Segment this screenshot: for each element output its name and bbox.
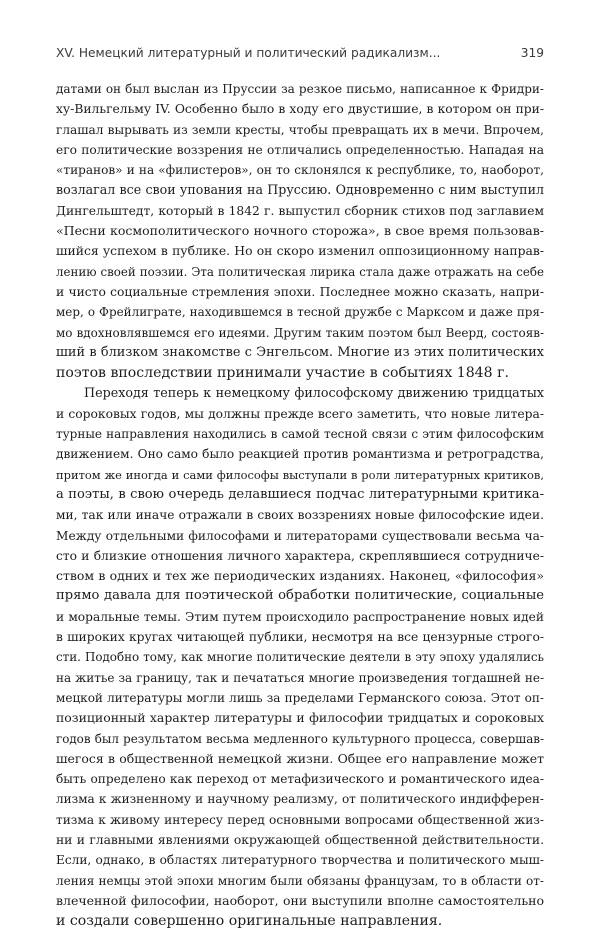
text-line: мецкой литературы могли лишь за пределами Германского союза. Этот оп- — [56, 690, 544, 705]
text-line: Переходя теперь к немецкому философскому движению тридцатых — [84, 385, 544, 401]
text-line: позиционный характер литературы и философии тридцатых и сороковых — [56, 710, 544, 726]
text-line: быть определено как переход от метафизического и романтического идеа- — [56, 772, 544, 787]
text-line: его политические воззрения не отличались определенностью. Нападая на — [56, 142, 544, 157]
text-line: глашал вырывать из земли кресты, чтобы превращать их в мечи. Впрочем, — [56, 122, 544, 137]
text-line: движением. Оно само было реакцией против романтизма и ретроградства, — [56, 447, 544, 462]
text-line: прямо давала для поэтической обработки политические, социальные — [56, 588, 544, 604]
text-line: ления немцы этой эпохи многим были обязаны французам, то в области от- — [56, 873, 544, 888]
text-line: притом же иногда и сами философы выступали в роли литературных критиков, — [56, 467, 544, 482]
text-line: сто и близкие отношения личного характера, скреплявшиеся сотрудниче- — [56, 548, 544, 563]
text-line: датами он был выслан из Пруссии за резкое письмо, написанное к Фридри- — [56, 82, 544, 96]
text-line: Между отдельными философами и литераторами существовали весьма ча- — [56, 528, 544, 543]
text-line: и моральные темы. Этим путем происходило распространение новых идей — [56, 609, 544, 624]
text-line: лению своей поэзии. Эта политическая лирика стала даже отражать на себе — [56, 264, 544, 279]
running-header — [56, 46, 544, 66]
text-line: Дингельштедт, который в 1842 г. выпустил сборник стихов под заглавием — [56, 203, 544, 218]
text-line: сти. Подобно тому, как многие политические деятели в эту эпоху удалялись — [56, 650, 544, 665]
text-line: ху-Вильгельму IV. Особенно было в ходу его двустишие, в котором он при- — [56, 102, 544, 117]
page-number: 319 — [520, 46, 544, 60]
text-line: «Песни космополитического ночного сторожа», в свое время пользовав- — [56, 223, 544, 239]
text-line: шийся успехом в публике. Но он скоро изменил оппозиционному направ- — [56, 244, 544, 259]
text-line: тизма к живому интересу перед основными вопросами общественной жиз- — [56, 812, 544, 827]
text-line: и чисто социальные стремления эпохи. Последнее можно сказать, напри- — [56, 284, 544, 299]
text-line: мо вдохновлявшемся его идеями. Другим таким поэтом был Веерд, состояв- — [56, 325, 544, 340]
text-line: ством в одних и тех же периодических изданиях. Наконец, «философия» — [56, 568, 544, 584]
text-line: ни и главными явлениями окружающей общественной действительности. — [56, 832, 544, 847]
text-line: ми, так или иначе отражали в своих воззрениях новые философские идеи. — [56, 508, 544, 523]
text-line: на житье за границу, так и печататься многие произведения тогдашней не- — [56, 670, 544, 685]
text-line: лизма к жизненному и научному реализму, от политического индифферен- — [56, 792, 544, 807]
body-text — [56, 79, 544, 931]
paragraph-2 — [56, 383, 544, 931]
text-line: мер, о Фрейлиграте, находившемся в тесной дружбе с Марксом и даже пря- — [56, 305, 544, 320]
text-line: поэтов впоследствии принимали участие в событиях 1848 г. — [56, 365, 509, 382]
text-line: ший в близком знакомстве с Энгельсом. Многие из этих политических — [56, 344, 544, 360]
text-line: годов был результатом весьма медленного культурного процесса, совершав- — [56, 731, 544, 746]
paragraph-1 — [56, 79, 544, 383]
text-line: в широких кругах читающей публики, несмотря на все цензурные строго- — [56, 630, 544, 645]
text-line: и создали совершенно оригинальные направления. — [56, 913, 443, 930]
text-line: турные направления находились в самой тесной связи с этим философским — [56, 427, 544, 442]
chapter-title: XV. Немецкий литературный и политический радикализм... — [56, 46, 441, 60]
text-line: и сороковых годов, мы должны прежде всего заметить, что новые литера- — [56, 406, 544, 421]
text-line: «тиранов» и на «филистеров», он то склонялся к республике, то, наоборот, — [56, 163, 544, 178]
text-line: а поэты, в свою очередь делавшиеся подчас литературными критика- — [56, 486, 544, 502]
text-line: влеченной философии, наоборот, они выступили вполне самостоятельно — [56, 892, 544, 908]
text-line: возлагал все свои упования на Пруссию. Одновременно с ним выступил — [56, 182, 544, 198]
text-line: Если, однако, в областях литературного творчества и политического мыш- — [56, 853, 544, 868]
text-line: шегося в общественной немецкой жизни. Общее его направление может — [56, 750, 544, 766]
